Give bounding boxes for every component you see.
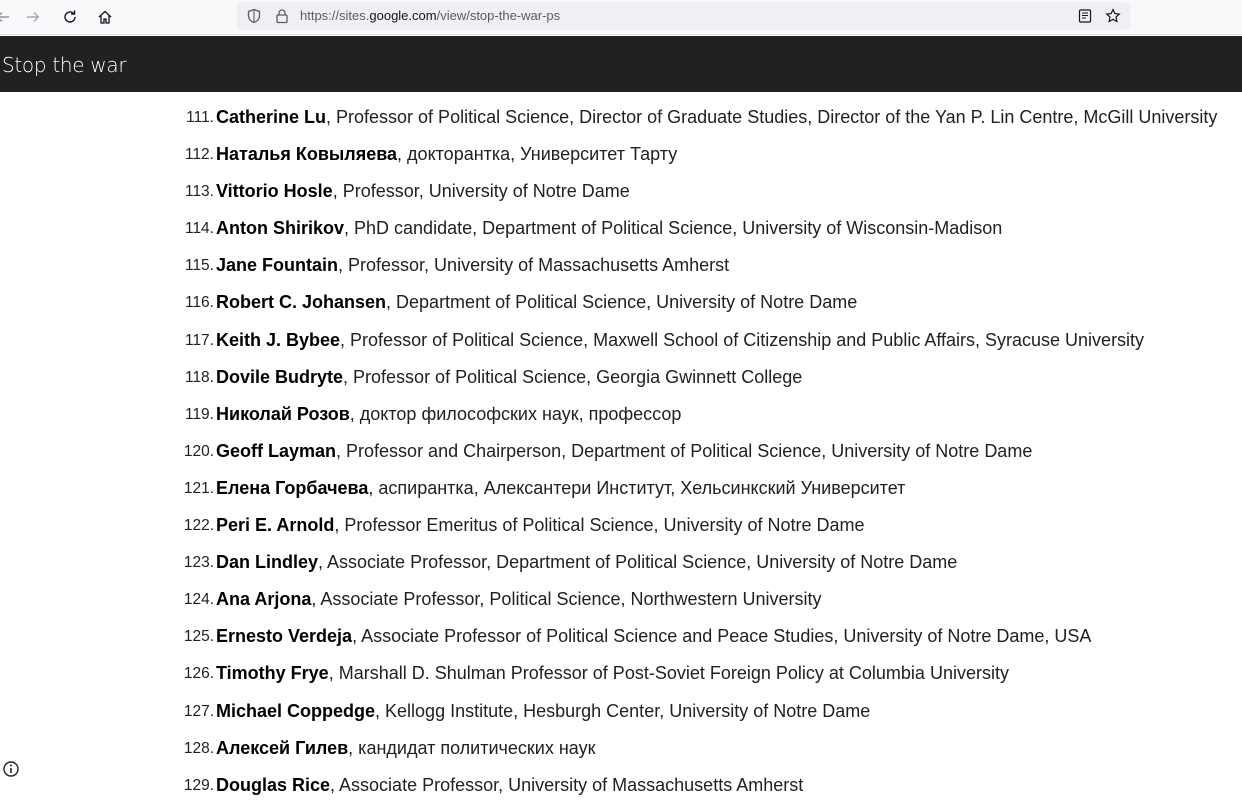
signatory-affiliation: , Kellogg Institute, Hesburgh Center, University of Notre Dame — [375, 700, 871, 721]
list-item-number: 122. — [183, 517, 214, 535]
list-item — [0, 655, 1242, 692]
lock-icon[interactable] — [274, 8, 290, 24]
list-item — [0, 618, 1242, 655]
shield-icon[interactable] — [246, 8, 262, 24]
list-item — [0, 693, 1242, 730]
signatory-entry — [216, 284, 857, 321]
signatory-name: Николай Розов — [216, 403, 350, 424]
signatory-name: Елена Горбачева — [216, 477, 369, 498]
list-item-number: 116. — [184, 294, 214, 312]
reload-icon[interactable] — [59, 6, 81, 28]
signatory-affiliation: , Associate Professor, Political Science, Northwestern University — [311, 589, 822, 610]
signatory-affiliation: , Professor Emeritus of Political Science, University of Notre Dame — [334, 515, 865, 536]
signatory-affiliation: , доктор философских наук, профессор — [349, 403, 682, 424]
signatory-name: Robert C. Johansen — [216, 292, 387, 313]
signatory-affiliation: , аспирантка, Алексантери Институт, Хельсинкский Университет — [368, 477, 906, 498]
signatory-entry — [216, 322, 1144, 359]
list-item-number: 127. — [183, 702, 214, 720]
signatory-entry — [216, 210, 1002, 247]
list-item — [0, 433, 1242, 470]
list-item — [0, 767, 1242, 804]
signatory-affiliation: , Professor and Chairperson, Department of Political Science, University of Notre Dame — [336, 440, 1033, 461]
signatory-entry — [216, 581, 822, 618]
list-item-number: 114. — [184, 220, 214, 238]
info-icon[interactable] — [2, 760, 20, 778]
signatory-entry — [216, 433, 1032, 470]
reader-view-icon[interactable] — [1077, 8, 1093, 24]
signatory-name: Geoff Layman — [216, 440, 337, 461]
list-item-number: 126. — [183, 665, 214, 683]
browser-toolbar — [0, 0, 1242, 35]
signatory-name: Peri E. Arnold — [216, 515, 335, 536]
signatory-name: Наталья Ковыляева — [216, 144, 398, 165]
site-header — [0, 36, 1242, 92]
signatory-affiliation: , докторантка, Университет Тарту — [397, 144, 678, 165]
signatory-affiliation: , Professor, University of Notre Dame — [332, 181, 630, 202]
signatory-affiliation: , PhD candidate, Department of Political Science, University of Wisconsin-Madison — [344, 218, 1003, 239]
list-item — [0, 173, 1242, 210]
signatory-name: Catherine Lu — [216, 107, 327, 127]
signatory-affiliation: , Professor of Political Science, Maxwell School of Citizenship and Public Affairs, Syracuse University — [340, 329, 1145, 350]
signatory-entry — [216, 767, 803, 804]
signatory-affiliation: , Professor of Political Science, Georgia Gwinnett College — [343, 366, 803, 387]
list-item-number: 119. — [184, 405, 214, 423]
list-item — [0, 507, 1242, 544]
back-icon[interactable] — [0, 6, 14, 28]
signatory-entry — [216, 655, 1009, 692]
signatory-name: Keith J. Bybee — [216, 329, 341, 350]
list-item — [0, 284, 1242, 321]
signatory-name: Алексей Гилев — [216, 737, 349, 758]
list-item — [0, 322, 1242, 359]
signatory-affiliation: , Department of Political Science, University of Notre Dame — [386, 292, 858, 313]
list-item-number: 128. — [183, 739, 214, 757]
signatory-entry — [216, 173, 630, 210]
signatory-name: Michael Coppedge — [216, 700, 376, 721]
site-title[interactable]: Stop the war — [2, 53, 127, 77]
list-item — [0, 544, 1242, 581]
list-item — [0, 247, 1242, 284]
signatory-name: Ernesto Verdeja — [216, 626, 353, 647]
signatory-name: Vittorio Hosle — [216, 181, 333, 202]
list-item — [0, 99, 1242, 136]
list-item-number: 115. — [184, 257, 214, 275]
list-item — [0, 730, 1242, 767]
signatory-entry — [216, 99, 1217, 136]
signatory-entry — [216, 730, 595, 767]
list-item — [0, 136, 1242, 173]
list-item — [0, 581, 1242, 618]
signatory-entry — [216, 544, 957, 581]
list-item — [0, 470, 1242, 507]
signatories-list — [0, 99, 1242, 804]
signatory-entry — [216, 507, 865, 544]
list-item-number: 113. — [184, 183, 214, 201]
list-item-number: 120. — [183, 442, 214, 460]
signatory-entry — [216, 396, 681, 433]
signatory-name: Dovile Budryte — [216, 366, 344, 387]
list-item-number: 124. — [183, 591, 214, 609]
signatory-name: Anton Shirikov — [216, 218, 345, 239]
bookmark-star-icon[interactable] — [1105, 8, 1121, 24]
list-item-number: 112. — [184, 146, 214, 164]
signatory-affiliation: , кандидат политических наук — [348, 737, 596, 758]
list-item-number: 111. — [186, 109, 214, 126]
url-bar[interactable] — [237, 2, 1130, 30]
signatory-name: Ana Arjona — [216, 589, 312, 610]
forward-icon[interactable] — [22, 6, 44, 28]
signatory-affiliation: , Associate Professor, Department of Political Science, University of Notre Dame — [318, 552, 958, 573]
url-text[interactable]: https://sites.google.com/view/stop-the-war-ps — [300, 8, 561, 23]
signatory-name: Timothy Frye — [216, 663, 329, 684]
signatory-entry — [216, 359, 802, 396]
signatory-affiliation: , Marshall D. Shulman Professor of Post-Soviet Foreign Policy at Columbia University — [328, 663, 1009, 684]
signatory-name: Jane Fountain — [216, 255, 339, 276]
list-item-number: 118. — [184, 368, 214, 386]
list-item-number: 117. — [184, 331, 214, 349]
signatory-name: Dan Lindley — [216, 552, 319, 573]
list-item — [0, 359, 1242, 396]
list-item-number: 129. — [183, 776, 214, 794]
signatory-entry — [216, 247, 729, 284]
list-item-number: 121. — [183, 479, 214, 497]
signatory-affiliation: , Associate Professor of Political Science and Peace Studies, University of Notre Dame, USA — [352, 626, 1092, 647]
signatory-entry — [216, 136, 677, 173]
signatory-entry — [216, 470, 905, 507]
home-icon[interactable] — [94, 6, 116, 28]
list-item-number: 125. — [183, 628, 214, 646]
signatory-affiliation: , Professor, University of Massachusetts Amherst — [338, 255, 730, 276]
signatory-entry — [216, 693, 870, 730]
signatory-affiliation: , Associate Professor, University of Massachusetts Amherst — [330, 774, 804, 795]
signatory-name: Douglas Rice — [216, 774, 331, 795]
list-item-number: 123. — [183, 554, 214, 572]
list-item — [0, 396, 1242, 433]
list-item — [0, 210, 1242, 247]
signatory-entry — [216, 618, 1091, 655]
signatory-affiliation: , Professor of Political Science, Director of Graduate Studies, Director of the Yan P. Lin Centre, McGill University — [326, 107, 1218, 127]
